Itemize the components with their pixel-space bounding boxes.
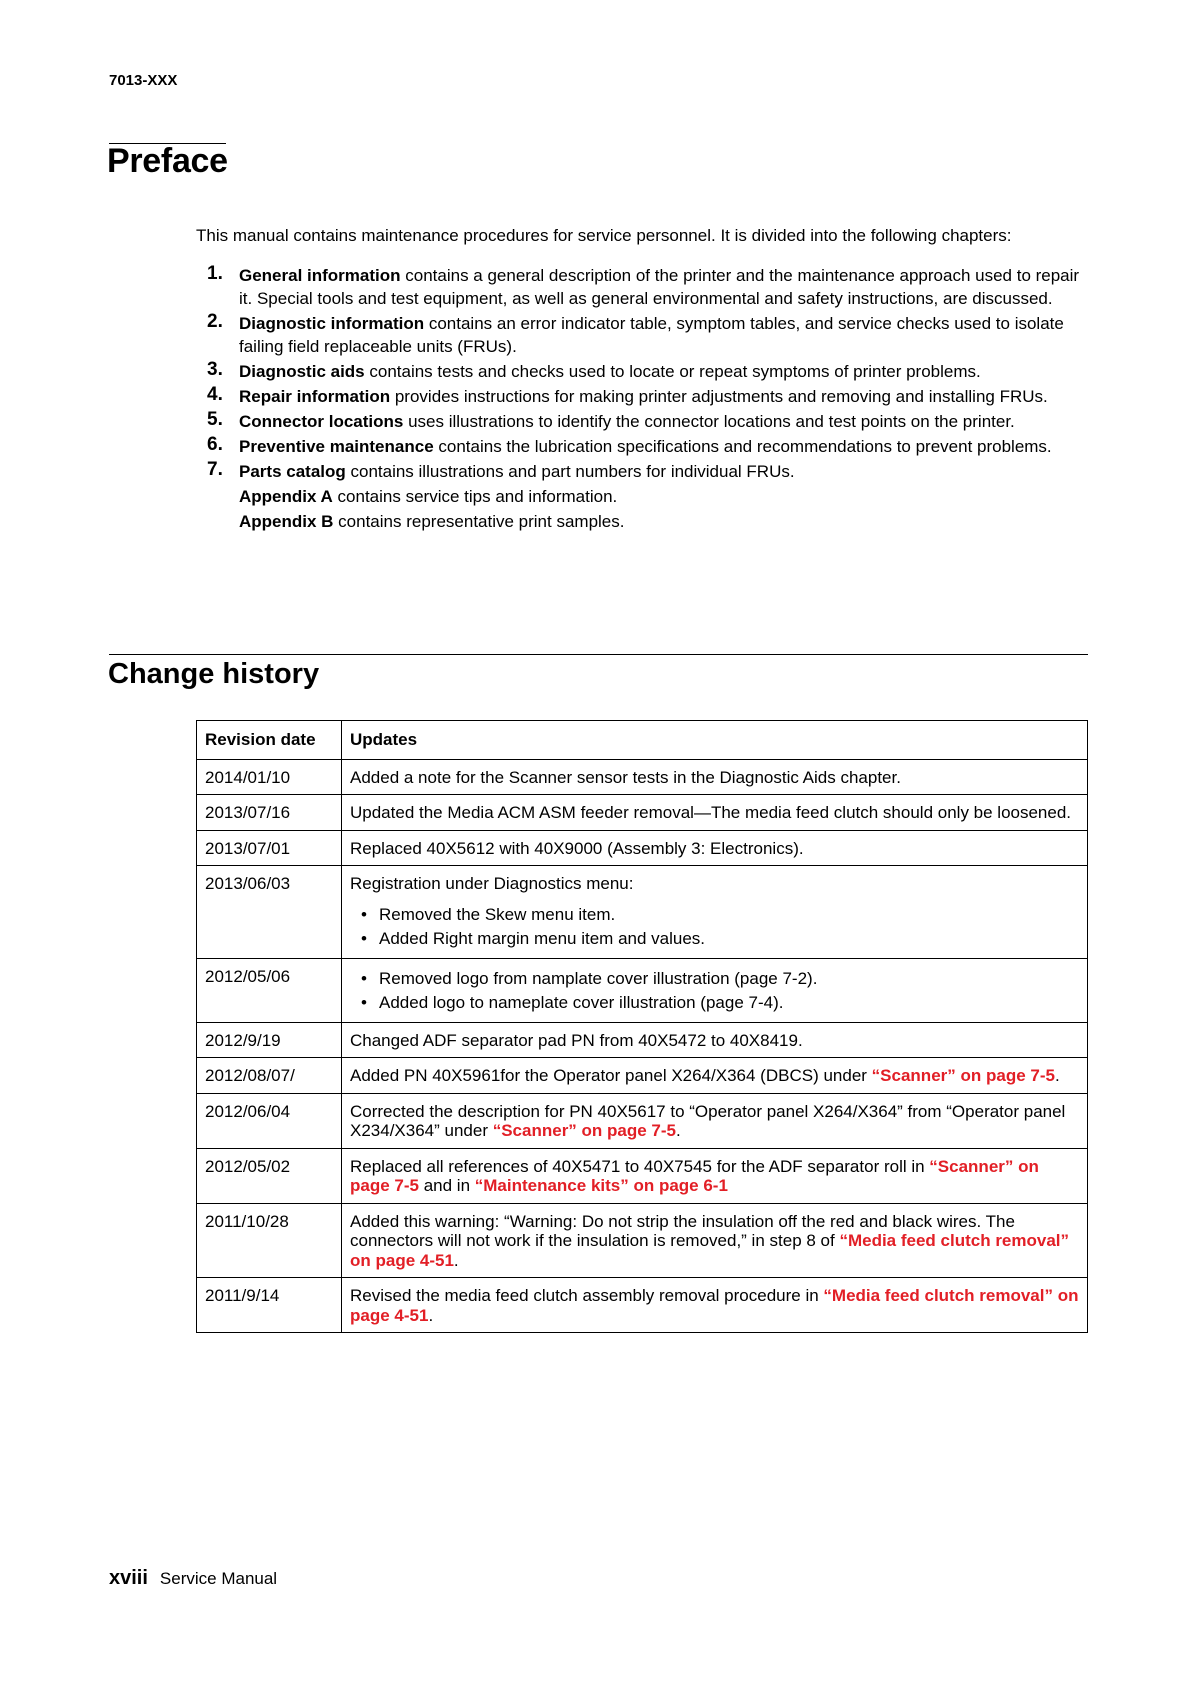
table-row xyxy=(197,1278,1088,1333)
chapter-number: 4. xyxy=(207,384,223,405)
updates-text: and in xyxy=(418,1176,475,1195)
section-rule xyxy=(109,654,1088,655)
change-history-table xyxy=(196,720,1088,1333)
updates-cell xyxy=(342,958,1088,1022)
cross-reference-link[interactable]: “Media feed clutch removal” on page 4-51 xyxy=(350,1286,1079,1325)
table-header-row xyxy=(197,721,1088,760)
revision-date-cell: 2013/06/03 xyxy=(197,866,342,959)
chapter-item xyxy=(196,360,1096,383)
chapter-number: 1. xyxy=(207,263,223,284)
revision-date-cell: 2012/9/19 xyxy=(197,1022,342,1058)
cross-reference-link[interactable]: “Scanner” on page 7-5 xyxy=(350,1156,1039,1195)
chapter-description: provides instructions for making printer adjustments and removing and installing FRUs. xyxy=(390,387,1048,406)
bullet-list xyxy=(350,967,1079,1015)
appendix-term: Appendix B xyxy=(239,512,334,531)
appendix-item xyxy=(196,485,1096,508)
chapter-term: General information xyxy=(239,266,401,285)
section-title: Change history xyxy=(108,658,320,690)
updates-text: Added this warning: “Warning: Do not strip the insulation off the red and black wires. The connectors will not work if the insulation is removed,” in step 8 of xyxy=(350,1211,1015,1250)
chapter-description: contains tests and checks used to locate or repeat symptoms of printer problems. xyxy=(364,362,981,381)
chapter-term: Connector locations xyxy=(239,412,404,431)
chapter-term: Repair information xyxy=(239,387,391,406)
table-row xyxy=(197,1058,1088,1094)
updates-cell: Added a note for the Scanner sensor tests in the Diagnostic Aids chapter. xyxy=(342,759,1088,795)
chapter-list xyxy=(196,264,1096,533)
chapter-item xyxy=(196,460,1096,483)
revision-date-cell: 2012/08/07/ xyxy=(197,1058,342,1094)
cross-reference-link[interactable]: “Media feed clutch removal” on page 4-51 xyxy=(350,1231,1070,1270)
table-row xyxy=(197,958,1088,1022)
updates-cell: Replaced 40X5612 with 40X9000 (Assembly 3: Electronics). xyxy=(342,830,1088,866)
bullet-item: • Removed logo from namplate cover illustration (page 7-2). xyxy=(350,967,1079,991)
updates-cell xyxy=(342,866,1088,959)
revision-date-cell: 2012/05/02 xyxy=(197,1148,342,1203)
updates-text: Replaced all references of 40X5471 to 40X7545 for the ADF separator roll in xyxy=(350,1156,930,1176)
chapter-number: 7. xyxy=(207,459,223,480)
revision-date-cell: 2013/07/01 xyxy=(197,830,342,866)
bullet-item: • Added Right margin menu item and values. xyxy=(350,927,1079,951)
chapter-term: Diagnostic information xyxy=(239,314,425,333)
appendix-item xyxy=(196,510,1096,533)
table-row xyxy=(197,759,1088,795)
updates-cell xyxy=(342,1058,1088,1094)
intro-paragraph: This manual contains maintenance procedures for service personnel. It is divided into the following chapters: xyxy=(196,226,1012,245)
revision-date-cell: 2012/05/06 xyxy=(197,958,342,1022)
updates-text: . xyxy=(1054,1066,1060,1085)
cross-reference-link[interactable]: “Scanner” on page 7-5 xyxy=(871,1066,1055,1085)
chapter-number: 3. xyxy=(207,359,223,380)
cross-reference-link[interactable]: “Scanner” on page 7-5 xyxy=(492,1121,676,1140)
chapter-description: uses illustrations to identify the connector locations and test points on the printer. xyxy=(403,412,1015,431)
bullet-item: • Added logo to nameplate cover illustration (page 7-4). xyxy=(350,991,1079,1015)
document-code: 7013-XXX xyxy=(109,72,178,89)
revision-date-cell: 2013/07/16 xyxy=(197,795,342,831)
chapter-description: contains a general description of the printer and the maintenance approach used to repair it. Special tools and test equipment, as well as general environmental and safety instructions, are discussed. xyxy=(239,266,1080,308)
updates-text: Registration under Diagnostics menu: xyxy=(350,874,634,893)
appendix-description: contains service tips and information. xyxy=(332,487,618,506)
chapter-term: Diagnostic aids xyxy=(239,362,365,381)
chapter-number: 5. xyxy=(207,409,223,430)
chapter-item xyxy=(196,410,1096,433)
revision-date-cell: 2012/06/04 xyxy=(197,1093,342,1148)
updates-cell xyxy=(342,1093,1088,1148)
page-title: Preface xyxy=(107,142,228,180)
updates-cell: Updated the Media ACM ASM feeder removal—The media feed clutch should only be loosened. xyxy=(342,795,1088,831)
table-row xyxy=(197,1203,1088,1278)
table-row xyxy=(197,866,1088,959)
chapter-number: 6. xyxy=(207,434,223,455)
revision-date-cell: 2014/01/10 xyxy=(197,759,342,795)
bullet-list xyxy=(350,903,1079,951)
updates-cell xyxy=(342,1278,1088,1333)
updates-text: Corrected the description for PN 40X5617 to “Operator panel X264/X364” from “Operator panel X234/X364” under xyxy=(350,1101,1066,1140)
revision-date-cell: 2011/10/28 xyxy=(197,1203,342,1278)
chapter-description: contains illustrations and part numbers for individual FRUs. xyxy=(345,462,795,481)
updates-text: Added PN 40X5961for the Operator panel X264/X364 (DBCS) under xyxy=(350,1066,872,1085)
chapter-term: Preventive maintenance xyxy=(239,437,434,456)
updates-cell xyxy=(342,1148,1088,1203)
revision-date-cell: 2011/9/14 xyxy=(197,1278,342,1333)
chapter-number: 2. xyxy=(207,311,223,332)
page-footer xyxy=(109,1567,277,1590)
bullet-item: • Removed the Skew menu item. xyxy=(350,903,1079,927)
appendix-term: Appendix A xyxy=(239,487,333,506)
updates-cell xyxy=(342,1203,1088,1278)
table-row xyxy=(197,830,1088,866)
table-row xyxy=(197,795,1088,831)
table-row xyxy=(197,1093,1088,1148)
chapter-description: contains the lubrication specifications and recommendations to prevent problems. xyxy=(433,437,1052,456)
appendix-description: contains representative print samples. xyxy=(333,512,625,531)
column-header-updates: Updates xyxy=(342,721,1088,760)
chapter-item xyxy=(196,435,1096,458)
updates-text: . xyxy=(676,1121,681,1140)
chapter-item xyxy=(196,312,1096,358)
table-row xyxy=(197,1022,1088,1058)
updates-text: . xyxy=(453,1250,459,1270)
cross-reference-link[interactable]: “Maintenance kits” on page 6-1 xyxy=(474,1176,728,1195)
chapter-term: Parts catalog xyxy=(239,462,346,481)
chapter-description: contains an error indicator table, symptom tables, and service checks used to isolate failing field replaceable units (FRUs). xyxy=(239,314,1064,356)
page-number: xviii xyxy=(109,1567,148,1589)
column-header-revision-date: Revision date xyxy=(197,721,342,760)
table-row xyxy=(197,1148,1088,1203)
chapter-item xyxy=(196,385,1096,408)
updates-text: . xyxy=(428,1305,434,1325)
updates-text: Revised the media feed clutch assembly removal procedure in xyxy=(350,1286,824,1305)
chapter-item xyxy=(196,264,1096,310)
footer-title: Service Manual xyxy=(159,1569,278,1588)
updates-cell: Changed ADF separator pad PN from 40X5472 to 40X8419. xyxy=(342,1022,1088,1058)
